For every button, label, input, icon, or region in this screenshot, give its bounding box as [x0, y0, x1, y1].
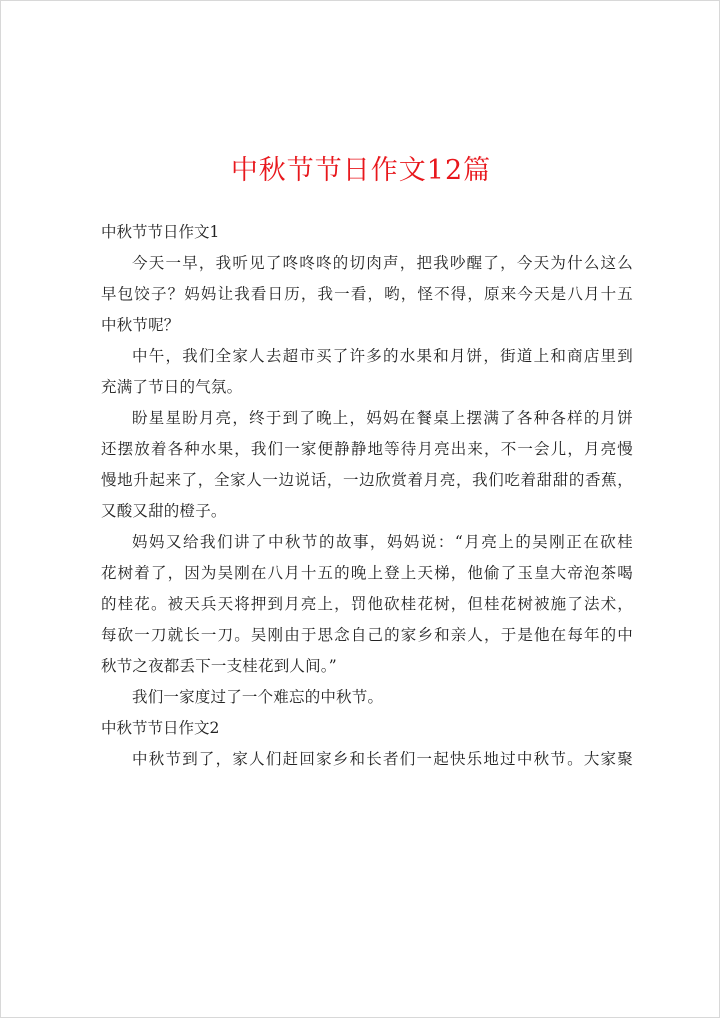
section — [101, 713, 633, 775]
text-line: 还摆放着各种水果，我们一家便静静地等待月亮出来，不一会儿，月亮慢 — [101, 440, 633, 458]
text-line: 又酸又甜的橙子。 — [101, 502, 227, 520]
text-line: 我们一家度过了一个难忘的中秋节。 — [132, 688, 384, 706]
text-line: 盼星星盼月亮，终于到了晚上，妈妈在餐桌上摆满了各种各样的月饼 — [132, 409, 633, 427]
section-heading: 中秋节节日作文2 — [101, 719, 220, 737]
text-line: 充满了节日的气氛。 — [101, 378, 243, 396]
paragraph — [101, 403, 633, 527]
document-body — [101, 217, 633, 775]
section — [101, 217, 633, 713]
text-line: 今天一早，我听见了咚咚咚的切肉声，把我吵醒了，今天为什么这么 — [132, 254, 633, 272]
text-line: 中秋节到了，家人们赶回家乡和长者们一起快乐地过中秋节。大家聚 — [132, 750, 633, 768]
paragraph — [101, 248, 633, 341]
paragraph — [101, 744, 633, 775]
text-line: 花树着了，因为吴刚在八月十五的晚上登上天梯，他偷了玉皇大帝泡茶喝 — [101, 564, 633, 582]
text-line: 每砍一刀就长一刀。吴刚由于思念自己的家乡和亲人，于是他在每年的中 — [101, 626, 633, 644]
paragraph — [101, 682, 633, 713]
text-line: 的桂花。被天兵天将押到月亮上，罚他砍桂花树，但桂花树被施了法术， — [101, 595, 633, 613]
text-line: 妈妈又给我们讲了中秋节的故事，妈妈说：“月亮上的吴刚正在砍桂 — [132, 533, 633, 551]
document-title: 中秋节节日作文12篇 — [230, 155, 492, 186]
text-line: 慢地升起来了，全家人一边说话，一边欣赏着月亮，我们吃着甜甜的香蕉， — [101, 471, 633, 489]
text-line: 早包饺子？妈妈让我看日历，我一看，哟，怪不得，原来今天是八月十五 — [101, 285, 633, 303]
section-heading: 中秋节节日作文1 — [101, 223, 220, 241]
paragraph — [101, 527, 633, 682]
text-line: 秋节之夜都丢下一支桂花到人间。” — [101, 657, 337, 675]
text-line: 中午，我们全家人去超市买了许多的水果和月饼，街道上和商店里到 — [132, 347, 633, 365]
paragraph — [101, 341, 633, 403]
text-line: 中秋节呢？ — [101, 316, 180, 334]
